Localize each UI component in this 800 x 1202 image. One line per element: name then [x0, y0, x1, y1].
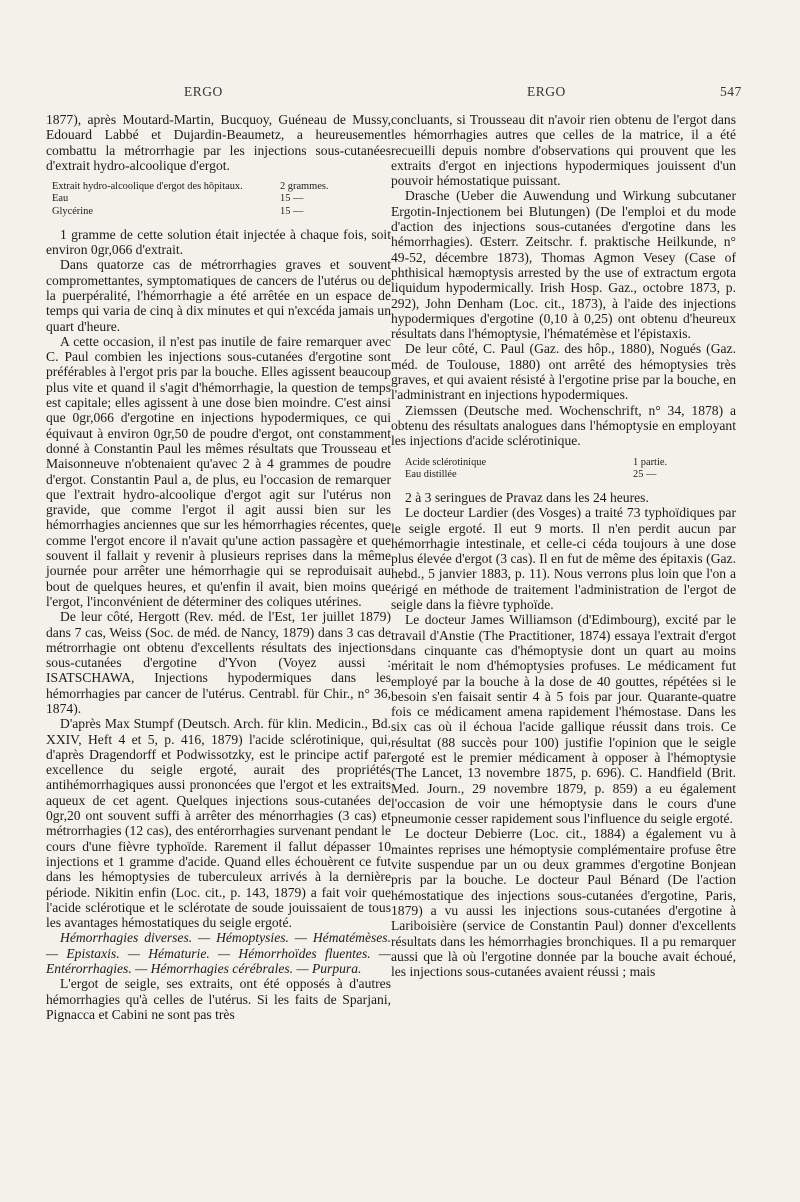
formula-recipe [405, 457, 695, 481]
paragraph: Le docteur James Williamson (d'Edimbourg), excité par le travail d'Anstie (The Practitioner, 1874) essaya l'extrait d'ergot dans cinquante cas d'hémoptysie dont un quart au moins méritait le nom d'hémoptysies profuses. Le médicament fut employé par la bouche à la dose de 40 gouttes, répétées si le besoin s'en faisait sentir 4 à 5 fois par jour. Quarante-quatre fois ce médicament amena rapidement l'hémostase. Dans les six cas où il échoua l'acide gallique réussit dans trois. Ce résultat (88 succès pour 100) justifie l'opinion que le seigle ergoté est le premier médicament à opposer à l'hémoptysie (The Lancet, 13 novembre 1875, p. 696). C. Handfield (Brit. Med. Journ., 29 novembre 1879, p. 859) a eu également l'occasion de voir une hémoptysie dans le cours d'une pneumonie cesser rapidement sous l'influence du seigle ergoté. [391, 612, 736, 827]
page-number: 547 [720, 84, 742, 99]
paragraph: 1877), après Moutard-Martin, Bucquoy, Guéneau de Mussy, Edouard Labbé et Dujardin-Beaumetz, a heureusement combattu la métrorrhagie par les injections sous-cutanées d'extrait hydro-alcoolique d'ergot. [46, 112, 391, 173]
formula-row [405, 457, 695, 469]
left-column [46, 112, 391, 1022]
formula-row [405, 469, 695, 481]
section-heading: Hémorrhagies diverses. — Hémoptysies. — Hématémèses. — Epistaxis. — Hématurie. — Hémorrhoïdes fluentes. — Entérorrhagies. — Hémorrhagies cérébrales. — Purpura. [46, 930, 391, 977]
paragraph: concluants, si Trousseau dit n'avoir rien obtenu de l'ergot dans les hémorrhagies autres que celles de la matrice, il a été recueilli depuis nombre d'observations qui prouvent que les extraits d'ergot en injections hypodermiques jouissent d'un pouvoir hémostatique puissant. [391, 112, 736, 189]
paragraph: De leur côté, C. Paul (Gaz. des hôp., 1880), Nogués (Gaz. méd. de Toulouse, 1880) ont arrêté des hémoptysies très graves, et qui avaient résisté à l'ergotine prise par la bouche, en l'administrant en injections hypodermiques. [391, 341, 736, 403]
right-column [391, 112, 736, 979]
ingredient-qty: 15 — [280, 193, 304, 205]
formula-row [52, 193, 342, 205]
running-head-right: ERGO [527, 84, 566, 99]
formula-recipe [52, 181, 342, 218]
paragraph: A cette occasion, il n'est pas inutile de faire remarquer avec C. Paul combien les injections sous-cutanées d'ergotine sont préférables à l'ergot pris par la bouche. Elles agissent beaucoup plus vite et quand il s'agit d'hémorrhagie, la question de temps est capitale; elles agissent à une dose bien moindre. C'est ainsi que 0gr,066 d'ergotine en injections hypodermiques, ce qui équivaut à environ 0gr,50 de poudre d'ergot, ont constamment donné à Constantin Paul les mêmes résultats que Trousseau et Maisonneuve n'obtenaient qu'avec 2 à 4 grammes de poudre d'ergot. Constantin Paul a, de plus, eu l'occasion de remarquer que l'extrait hydro-alcoolique d'ergot agit sur l'utérus non gravide, que comme l'ergot il agit aussi bien sur les hémorrhagies anciennes que sur les hémorrhagies récentes, que comme l'ergot encore il n'avait qu'une action passagère et que souvent il fallait y revenir à plusieurs reprises dans la même journée pour arrêter une hémorrhagie qui se reproduisait au bout de quelques heures, et qu'enfin il avait, bien moins que l'ergot, l'inconvénient de déterminer des coliques utérines. [46, 333, 391, 609]
ingredient-name: Glycérine [52, 205, 93, 217]
running-head-left: ERGO [184, 84, 223, 99]
ingredient-qty: 2 grammes. [280, 181, 329, 193]
paragraph: De leur côté, Hergott (Rev. méd. de l'Est, 1er juillet 1879) dans 7 cas, Weiss (Soc. de méd. de Nancy, 1879) dans 3 cas de métrorrhagie ont obtenu d'excellents résultats des injections sous-cutanées d'ergotine d'Yvon (Voyez aussi : ISATSCHAWA, Injections hypodermiques dans les hémorrhagies par cancer de l'utérus. Centrabl. für Chir., n° 36, 1874). [46, 609, 391, 716]
ingredient-qty: 15 — [280, 205, 304, 217]
paragraph: Ziemssen (Deutsche med. Wochenschrift, n° 34, 1878) a obtenu des résultats analogues dans l'hémoptysie en employant les injections d'acide sclérotinique. [391, 402, 736, 449]
ingredient-name: Acide sclérotinique [405, 456, 487, 468]
paragraph: Le docteur Lardier (des Vosges) a traité 73 typhoïdiques par le seigle ergoté. Il eut 9 morts. Il n'en perdit aucun par hémorrhagie intestinale, et celle-ci céda toujours à une dose plus élevée d'ergot (3 cas). Il en fut de même des épitaxis (Gaz. hebd., 5 janvier 1883, p. 11). Nous verrons plus loin que l'on a érigé en méthode de traitement l'administration de l'ergot de seigle dans la fièvre typhoïde. [391, 505, 736, 613]
paragraph: Drasche (Ueber die Auwendung und Wirkung subcutaner Ergotin-Injectionem bei Blutungen) (De l'emploi et du mode d'action des injections sous-cutanées d'ergotine dans les hémorrhagies). Œsterr. Zeitschr. f. praktische Heilkunde, n° 49-52, décembre 1873), Thomas Agmon Vesey (Case of phthisical hæmoptysis arrested by the use of extractum ergota liquidum hypodermically. Irish Hosp. Gaz., octobre 1873, p. 292), John Denham (Loc. cit., 1873), à l'aide des injections hypodermiques d'ergotine (0,10 à 0,25) ont obtenu d'heureux résultats dans l'hémoptysie, l'hématémèse et l'épistaxis. [391, 188, 736, 342]
paragraph: 2 à 3 seringues de Pravaz dans les 24 heures. [405, 489, 649, 505]
formula-row [52, 181, 342, 193]
ingredient-qty: 25 — [633, 468, 657, 480]
formula-row [52, 206, 342, 218]
paragraph: L'ergot de seigle, ses extraits, ont été opposés à d'autres hémorrhagies qu'à celles de l'utérus. Si les faits de Sparjani, Pignacca et Cabini ne sont pas très [46, 976, 391, 1022]
ingredient-name: Extrait hydro-alcoolique d'ergot des hôpitaux. [52, 181, 243, 193]
paragraph: D'après Max Stumpf (Deutsch. Arch. für klin. Medicin., Bd. XXIV, Heft 4 et 5, p. 416, 1879) l'acide sclérotinique, qui, d'après Dragendorff et Podwissotzky, est le principe actif par excellence du seigle ergoté, aurait des propriétés antihémorrhagiques aussi prononcées que l'ergot et les extraits aqueux de cet agent. Quelques injections sous-cutanées de 0gr,20 ont souvent suffi à arrêter des ménorrhagies (3 cas) et métrorrhagies (12 cas), des entérorrhagies survenant pendant le cours d'une fièvre typhoïde. Rarement il fallut dépasser 10 injections et 1 gramme d'acide. Quand elles échouèrent ce fut dans les hémoptysies de tuberculeux arrivés à la dernière période. Nikitin enfin (Loc. cit., p. 143, 1879) a fait voir que l'acide sclérotique et le sclérotate de soude jouissaient de tous les avantages hémostatiques du seigle ergoté. [46, 716, 391, 931]
ingredient-qty: 1 partie. [633, 456, 668, 468]
paragraph: 1 gramme de cette solution était injectée à chaque fois, soit environ 0gr,066 d'extrait. [46, 226, 391, 258]
paragraph: Le docteur Debierre (Loc. cit., 1884) a également vu à maintes reprises une hémoptysie complémentaire profuse être vite suspendue par un ou deux grammes d'ergotine Bonjean pris par la bouche. Le docteur Paul Bénard (De l'action hémostatique des injections sous-cutanées d'ergotine, Paris, 1879) a vu aussi les injections sous-cutanées d'ergotine à Lariboisière (service de Constantin Paul) donner d'excellents résultats dans les hémorrhagies bronchiques. Il a pu remarquer aussi que là où l'ergotine donnée par la bouche avait échoué, les injections sous-cutanées avaient réussi ; mais [391, 826, 736, 980]
ingredient-name: Eau distillée [405, 468, 457, 480]
ingredient-name: Eau [52, 193, 69, 205]
paragraph: Dans quatorze cas de métrorrhagies graves et souvent compromettantes, symptomatiques de cancers de l'utérus ou de la puerpéralité, l'hémorrhagie a été arrêtée en un espace de temps qui varia de cinq à dix minutes et qui n'excéda jamais un quart d'heure. [46, 257, 391, 334]
